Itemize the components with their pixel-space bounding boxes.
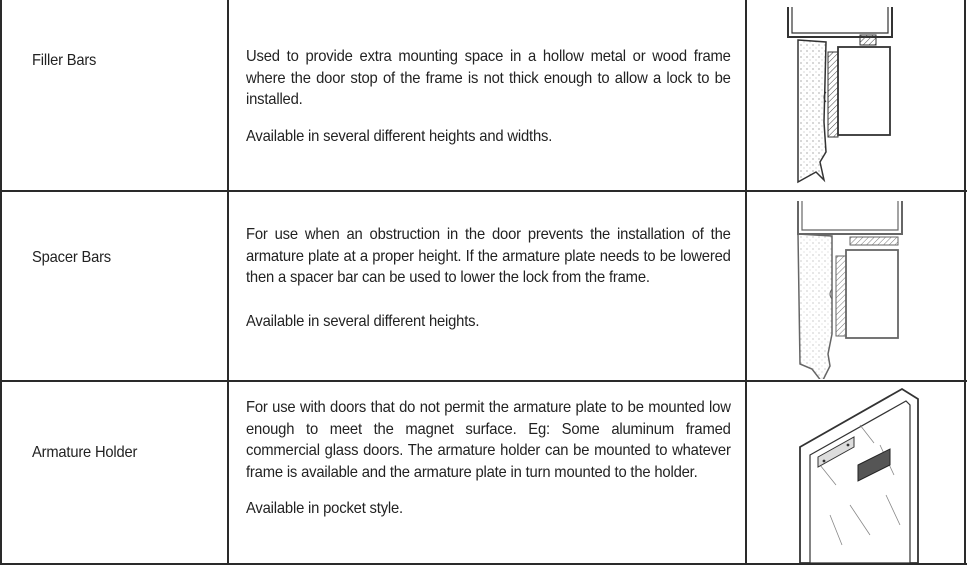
table-border-left bbox=[0, 0, 2, 565]
filler-bar-diagram bbox=[770, 2, 930, 187]
availability-text: Available in several different heights. bbox=[246, 312, 480, 330]
row-description-armature-holder bbox=[246, 397, 731, 520]
armature-holder-diagram bbox=[790, 385, 930, 563]
spacer-bar-diagram bbox=[770, 194, 930, 379]
row-name-spacer-bars: Spacer Bars bbox=[32, 249, 111, 266]
description-text: For use with doors that do not permit the armature plate to be mounted low enough to meet the magnet surface. Eg: Some aluminum framed commercial glass doors. The armature holder can be mounted to whatever frame is available and the armature plate in turn mounted to the holder. bbox=[246, 399, 731, 481]
table-border-right bbox=[964, 0, 966, 565]
description-text: Used to provide extra mounting space in a hollow metal or wood frame where the door stop of the frame is not thick enough to allow a lock to be installed. bbox=[246, 48, 731, 108]
description-text: For use when an obstruction in the door prevents the installation of the armature plate at a proper height. If the armature plate needs to be lowered then a spacer bar can be used to lower the lock from the frame. bbox=[246, 226, 731, 286]
row-name-armature-holder: Armature Holder bbox=[32, 444, 138, 461]
table-border-bottom bbox=[0, 563, 967, 565]
column-divider bbox=[745, 0, 747, 565]
row-name-filler-bars: Filler Bars bbox=[32, 52, 97, 69]
row-description-spacer-bars bbox=[246, 224, 731, 332]
row-description-filler-bars bbox=[246, 46, 731, 147]
availability-text: Available in several different heights and widths. bbox=[246, 127, 553, 145]
row-divider bbox=[0, 190, 967, 192]
row-divider bbox=[0, 380, 967, 382]
column-divider bbox=[227, 0, 229, 565]
availability-text: Available in pocket style. bbox=[246, 500, 403, 517]
